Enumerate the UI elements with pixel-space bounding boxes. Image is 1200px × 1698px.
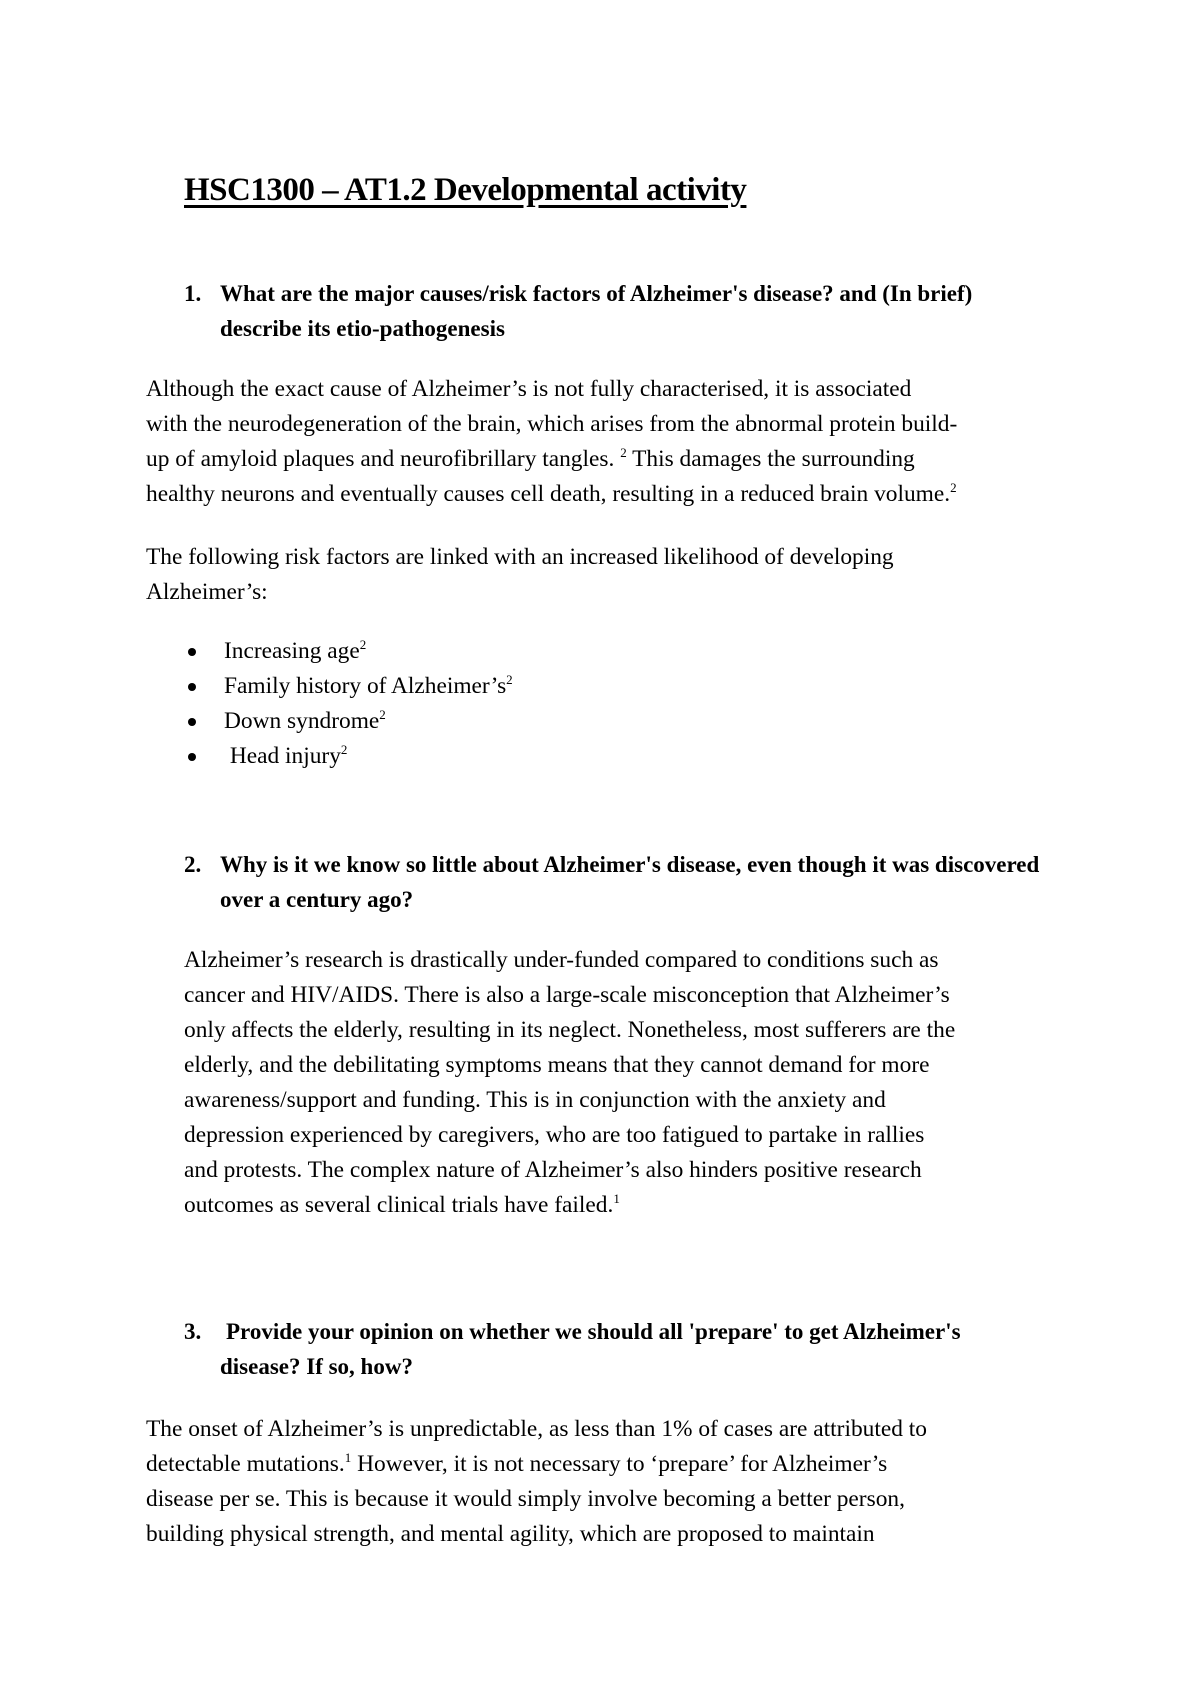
text-line: awareness/support and funding. This is in conjunction with the anxiety and xyxy=(184,1087,886,1113)
text-line xyxy=(184,1188,1064,1223)
text-line: disease per se. This is because it would simply involve becoming a better person, xyxy=(146,1486,905,1512)
list-item xyxy=(184,634,513,669)
citation: 2 xyxy=(359,637,367,652)
answer-3-paragraph xyxy=(146,1412,1076,1552)
document-title: HSC1300 – AT1.2 Developmental activity xyxy=(184,172,747,208)
citation: 2 xyxy=(950,480,957,495)
question-1-number: 1. xyxy=(184,281,202,306)
bullet-icon xyxy=(188,648,196,656)
list-item-label: Increasing age xyxy=(224,638,360,664)
text-segment: outcomes as several clinical trials have failed. xyxy=(184,1192,614,1218)
text-line: The following risk factors are linked with an increased likelihood of developing xyxy=(146,544,894,570)
text-line xyxy=(146,477,1076,512)
question-3-text-content: Provide your opinion on whether we should all 'prepare' to get Alzheimer's disease? If so, how? xyxy=(220,1319,961,1379)
question-3 xyxy=(184,1314,1044,1384)
text-segment: up of amyloid plaques and neurofibrillary tangles. xyxy=(146,446,615,472)
text-line: Although the exact cause of Alzheimer’s is not fully characterised, it is associated xyxy=(146,376,912,402)
text-line: The onset of Alzheimer’s is unpredictable, as less than 1% of cases are attributed to xyxy=(146,1416,927,1442)
citation: 1 xyxy=(344,1450,352,1465)
text-line: depression experienced by caregivers, who are too fatigued to partake in rallies xyxy=(184,1122,925,1148)
citation: 1 xyxy=(613,1191,620,1206)
question-1 xyxy=(184,276,1044,346)
text-line: building physical strength, and mental agility, which are proposed to maintain xyxy=(146,1521,875,1547)
text-segment: This damages the surrounding xyxy=(626,446,915,472)
list-item xyxy=(184,704,513,739)
list-item-label: Family history of Alzheimer’s xyxy=(224,673,507,699)
text-line xyxy=(146,1447,1076,1482)
text-line: elderly, and the debilitating symptoms means that they cannot demand for more xyxy=(184,1052,930,1078)
question-3-number: 3. xyxy=(184,1319,202,1344)
text-segment: detectable mutations. xyxy=(146,1451,345,1477)
question-2-text: Why is it we know so little about Alzheimer's disease, even though it was discovered over a century ago? xyxy=(220,852,1040,912)
citation: 2 xyxy=(379,707,386,722)
text-line: Alzheimer’s: xyxy=(146,579,268,605)
question-3-text xyxy=(220,1314,1044,1384)
risk-factors-intro xyxy=(146,540,1076,610)
citation: 2 xyxy=(620,445,627,460)
list-item xyxy=(184,669,513,704)
risk-factors-list xyxy=(184,634,513,774)
text-segment: However, it is not necessary to ‘prepare’ for Alzheimer’s xyxy=(351,1451,888,1477)
text-line xyxy=(146,442,1076,477)
list-item-label: Head injury xyxy=(224,743,341,769)
text-line: only affects the elderly, resulting in its neglect. Nonetheless, most sufferers are the xyxy=(184,1017,956,1043)
question-2 xyxy=(184,847,1044,917)
question-1-text: What are the major causes/risk factors of Alzheimer's disease? and (In brief) describe its etio-pathogenesis xyxy=(220,281,973,341)
citation: 2 xyxy=(340,742,348,757)
text-segment: healthy neurons and eventually causes cell death, resulting in a reduced brain volume. xyxy=(146,481,951,507)
answer-1-paragraph xyxy=(146,372,1076,512)
text-line: and protests. The complex nature of Alzheimer’s also hinders positive research xyxy=(184,1157,922,1183)
answer-2-paragraph xyxy=(184,943,1064,1223)
text-line: cancer and HIV/AIDS. There is also a large-scale misconception that Alzheimer’s xyxy=(184,982,950,1008)
citation: 2 xyxy=(506,672,513,687)
bullet-icon xyxy=(188,753,196,761)
text-line: Alzheimer’s research is drastically under-funded compared to conditions such as xyxy=(184,947,939,973)
text-line: with the neurodegeneration of the brain, which arises from the abnormal protein build- xyxy=(146,411,958,437)
bullet-icon xyxy=(188,683,196,691)
list-item-label: Down syndrome xyxy=(224,708,380,734)
question-2-number: 2. xyxy=(184,852,202,877)
bullet-icon xyxy=(188,718,196,726)
list-item xyxy=(184,739,513,774)
